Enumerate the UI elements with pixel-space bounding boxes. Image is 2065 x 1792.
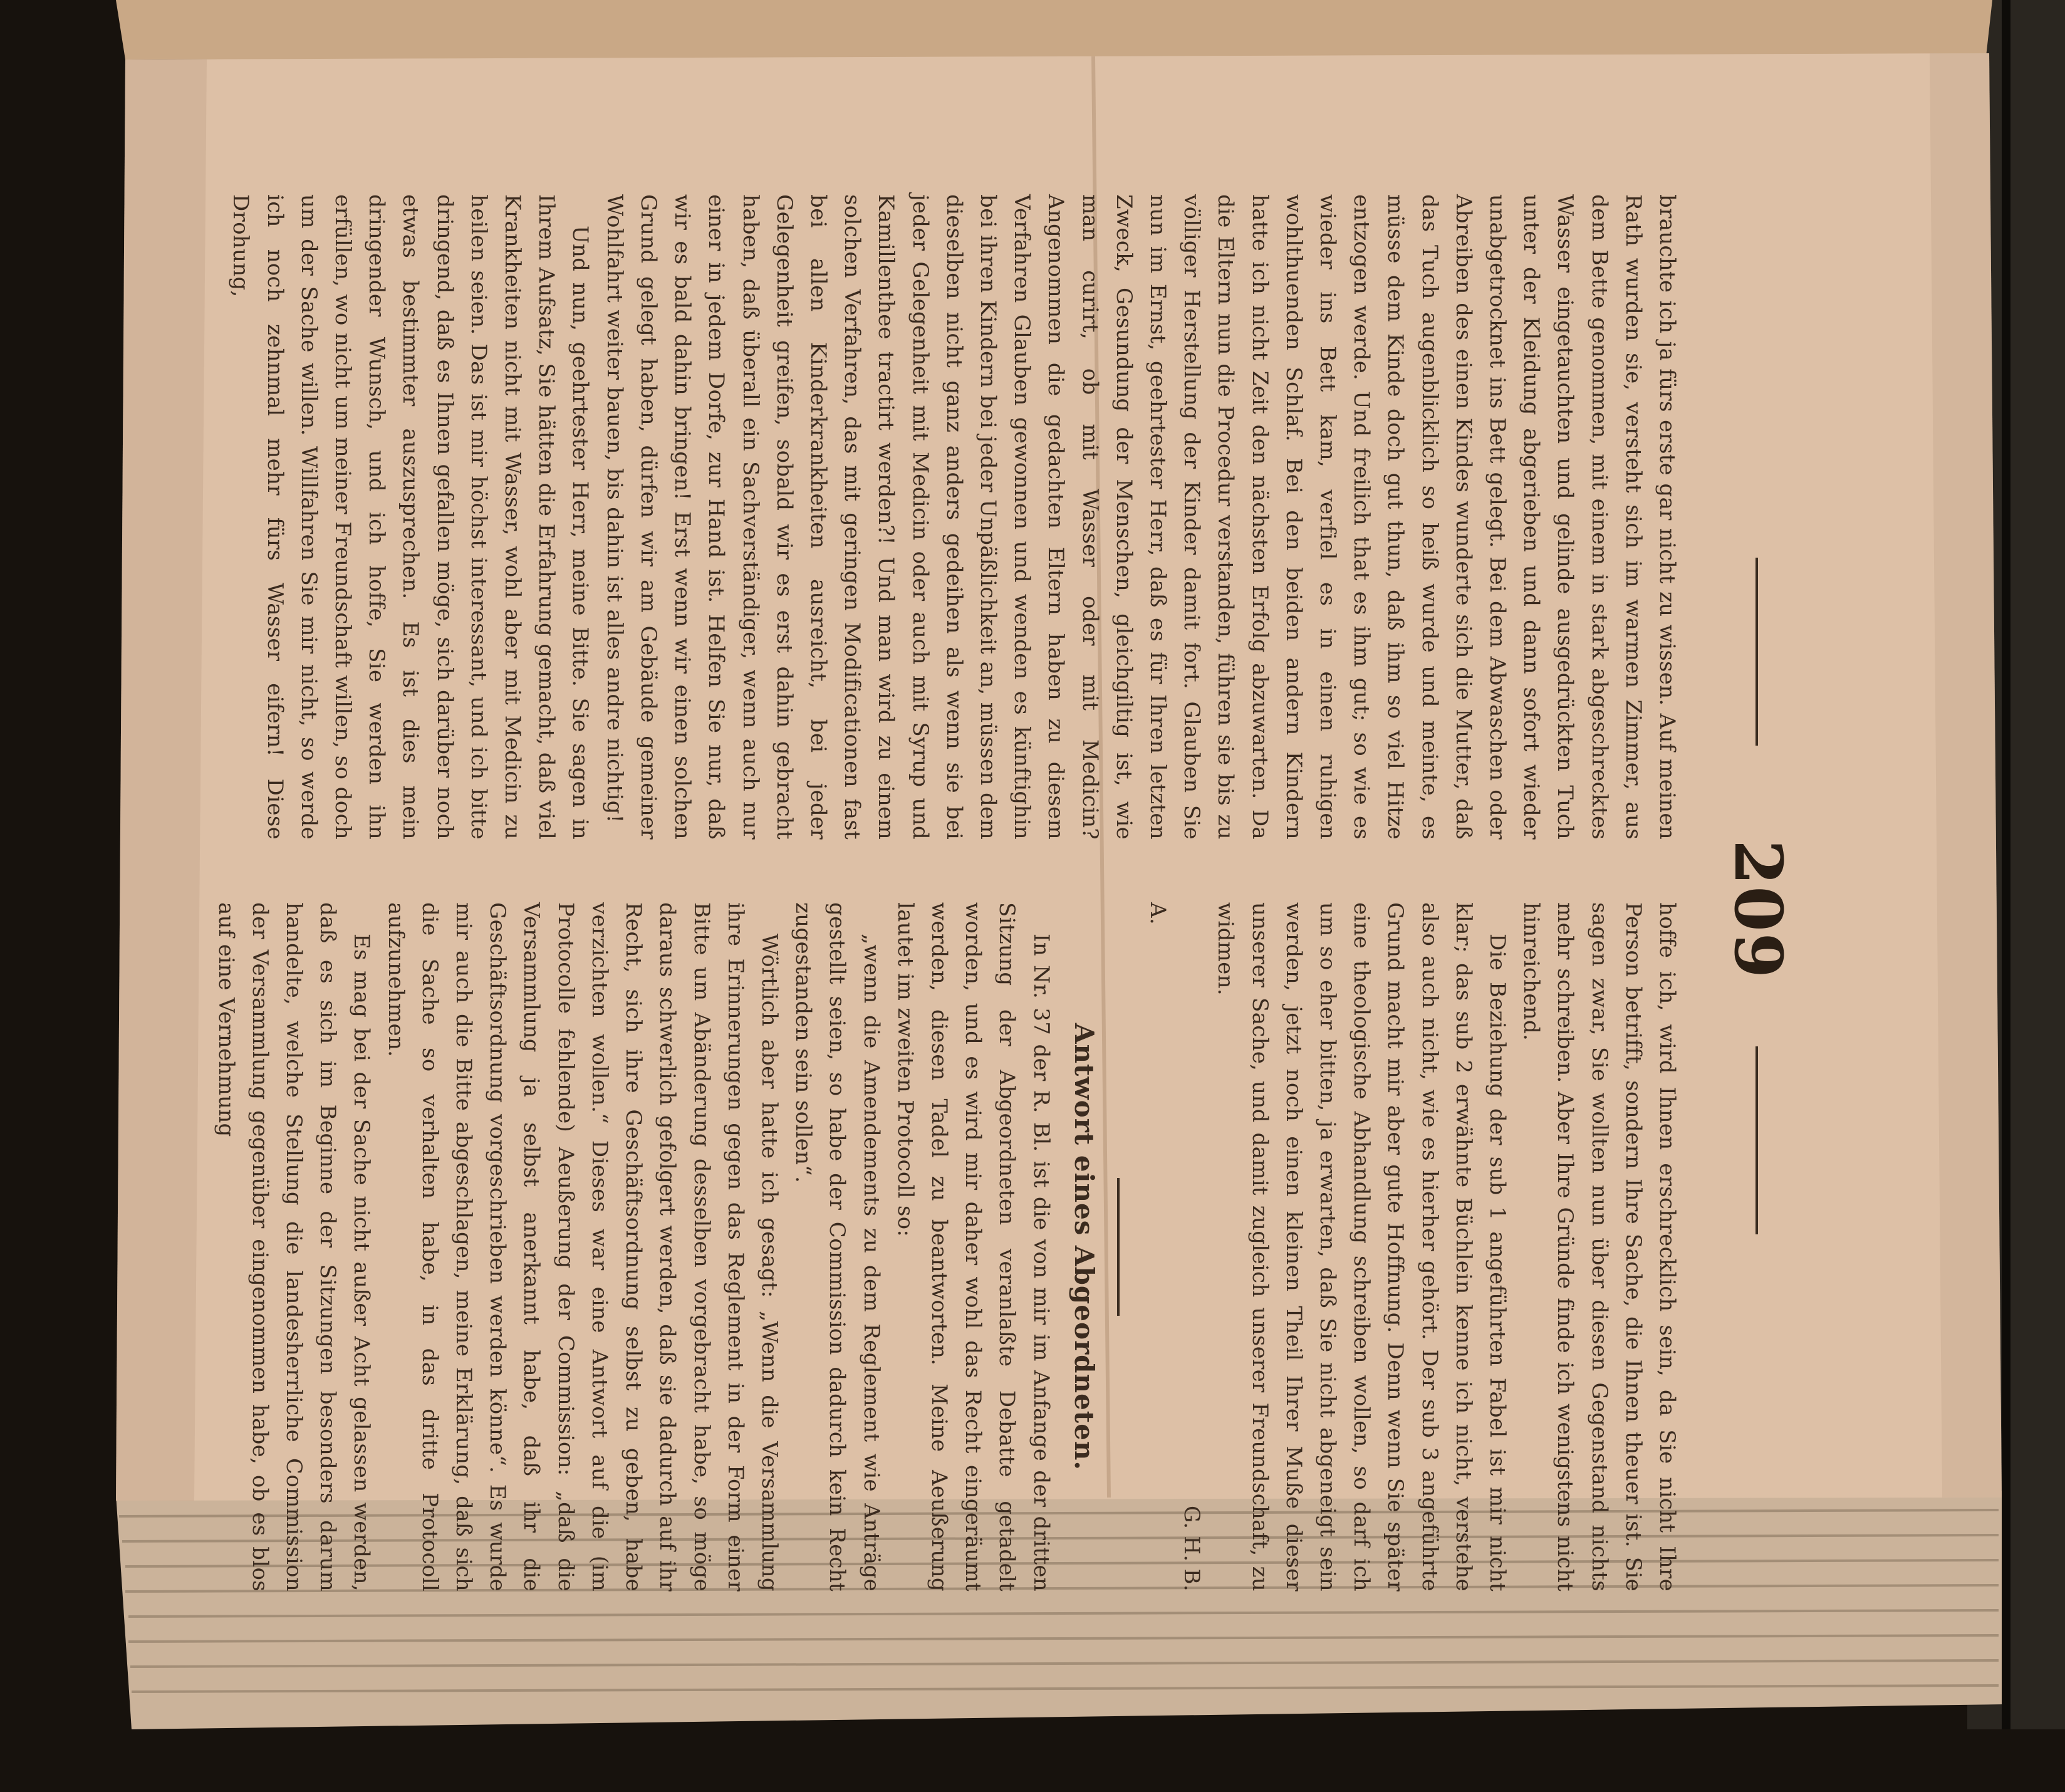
quotation: „wenn die Amendements zu dem Reglement wie Anträge gestellt seien, so habe der Commission dadurch kein Recht zugestanden sein sollen“.: [791, 902, 884, 1591]
header-rule-right: [1756, 1046, 1758, 1234]
paragraph: brauchte ich ja fürs erste gar nicht zu wissen. Auf meinen Rath wurden sie, versteht sich im warmen Zimmer, aus dem Bette genommen, mit einem in stark abgeschrecktes Wasser eingetauchten und gelinde ausgedrückten Tuch unter der Kleidung abgerieben und dann sofort wieder unabgetrocknet ins Bett gelegt. Bei dem Abwaschen oder Abreiben des einen Kindes wunderte sich die Mutter, daß das Tuch augenblicklich so heiß wurde und meinte, es müsse dem Kinde doch gut thun, daß ihm so viel Hitze entzogen werde. Und freilich that es ihm gut; so wie es wieder ins Bett kam, verfiel es in einen ruhigen wohlthuenden Schlaf. Bei den beiden andern Kindern hatte ich nicht Zeit den nächsten Erfolg abzuwarten. Da die Eltern nun die Procedur verstanden, führen sie bis zu völliger Herstellung der Kinder damit fort. Glauben Sie nun im Ernst, geehrtester Herr, daß es für Ihren letzten Zweck, Gesundung der Menschen, gleichgiltig ist, wie man curirt, ob mit Wasser oder mit Medicin? Angenommen die gedachten Eltern haben zu diesem Verfahren Glauben gewonnen und wenden es künftighin bei ihren Kindern bei jeder Unpäßlichkeit an, müssen dem dieselben nicht ganz anders gedeihen als wenn sie bei jeder Gelegenheit mit Medicin oder auch mit Syrup und Kamillenthee tractirt werden?! Und man wird zu einem solchen Verfahren, das mit geringen Modificationen fast bei allen Kinderkrankheiten ausreicht, bei jeder Gelegenheit greifen, sobald wir es erst dahin gebracht haben, daß überall ein Sachverständiger, wenn auch nur einer in jedem Dorfe, zur Hand ist. Helfen Sie nur, daß wir es bald dahin bringen! Erst wenn wir einen solchen Grund gelegt haben, dürfen wir am Gebäude gemeiner Wohlfahrt weiter bauen, bis dahin ist alles andre nichtig!: [601, 194, 1680, 840]
signature: G. H. B.: [1179, 1505, 1205, 1591]
section-divider: [1117, 1178, 1120, 1316]
paragraph: Wörtlich aber hatte ich gesagt: „Wenn die Versammlung ihre Erinnerungen gegen das Reglement in der Form einer Bitte um Abänderung desselben vorgebracht habe, so möge daraus schwerlich gefolgert werden, daß sie dadurch auf ihr Recht, sich ihre Geschäftsordnung selbst zu geben, habe verzichten wollen.“ Dieses war eine Antwort auf die (im Protocolle fehlende) Aeußerung der Commission: „daß die Versammlung ja selbst anerkannt habe, daß ihr die Geschäftsordnung vorgeschrieben werden könne“. Es wurde mir auch die Bitte abgeschlagen, meine Erklärung, daß sich die Sache so verhalten habe, in das dritte Protocoll aufzunehmen.: [383, 902, 782, 1591]
paragraph: Die Beziehung der sub 1 angeführten Fabel ist mir nicht klar; das sub 2 erwähnte Büchlein kenne ich nicht, verstehe also auch nicht, wie es hierher gehört. Der sub 3 angeführte Grund macht mir aber gute Hoffnung. Denn wenn Sie später eine theologische Abhandlung schreiben wollen, so darf ich um so eher bitten, ja erwarten, daß Sie nicht abgeneigt sein werden, jetzt noch einen kleinen Theil Ihrer Muße dieser unserer Sache, und damit zugleich unserer Freundschaft, zu widmen.: [1213, 902, 1510, 1591]
page-number: 209: [1720, 840, 1797, 980]
rotated-page: [174, 169, 1891, 1623]
paragraph: Und nun, geehrtester Herr, meine Bitte. Sie sagen in Ihrem Aufsatz, Sie hätten die Erfahrung gemacht, daß viel Krankheiten nicht mit Wasser, wohl aber mit Medicin zu heilen seien. Das ist mir höchst interessant, und ich bitte dringend, daß es Ihnen gefallen möge, sich darüber noch etwas bestimmter auszusprechen. Es ist dies mein dringender Wunsch, und ich hoffe, Sie werden ihn erfüllen, wo nicht um meiner Freundschaft willen, so doch um der Sache willen. Willfahren Sie mir nicht, so werde ich noch zehnmal mehr fürs Wasser eifern! Diese Drohung,: [228, 194, 593, 840]
header-rule-left: [1756, 558, 1758, 746]
paragraph: In Nr. 37 der R. Bl. ist die von mir im Anfange der dritten Sitzung der Abgeordneten veranlaßte Debatte getadelt worden, und es wird mir daher wohl das Recht eingeräumt werden, diesen Tadel zu beantworten. Meine Aeußerung lautet im zweiten Protocoll so:: [892, 902, 1054, 1591]
signature: A.: [1145, 902, 1170, 925]
section-heading: Antwort eines Abgeordneten.: [1068, 1023, 1100, 1471]
paragraph: hoffe ich, wird Ihnen erschrecklich sein, da Sie nicht Ihre Person betrifft, sondern Ihre Sache, die Ihnen theuer ist. Sie sagen zwar, Sie wollten nun über diesen Gegenstand nichts mehr schreiben. Aber Ihre Gründe finde ich wenigstens nicht hinreichend.: [1519, 902, 1680, 1591]
paragraph: Es mag bei der Sache nicht außer Acht gelassen werden, daß es sich im Beginne der Sitzungen besonders darum handelte, welche Stellung die landesherrliche Commission der Versammlung gegenüber eingenommen habe, ob es blos auf eine Vernehmung: [213, 902, 375, 1591]
right-column: [213, 902, 1684, 1591]
left-column: [228, 194, 1684, 840]
